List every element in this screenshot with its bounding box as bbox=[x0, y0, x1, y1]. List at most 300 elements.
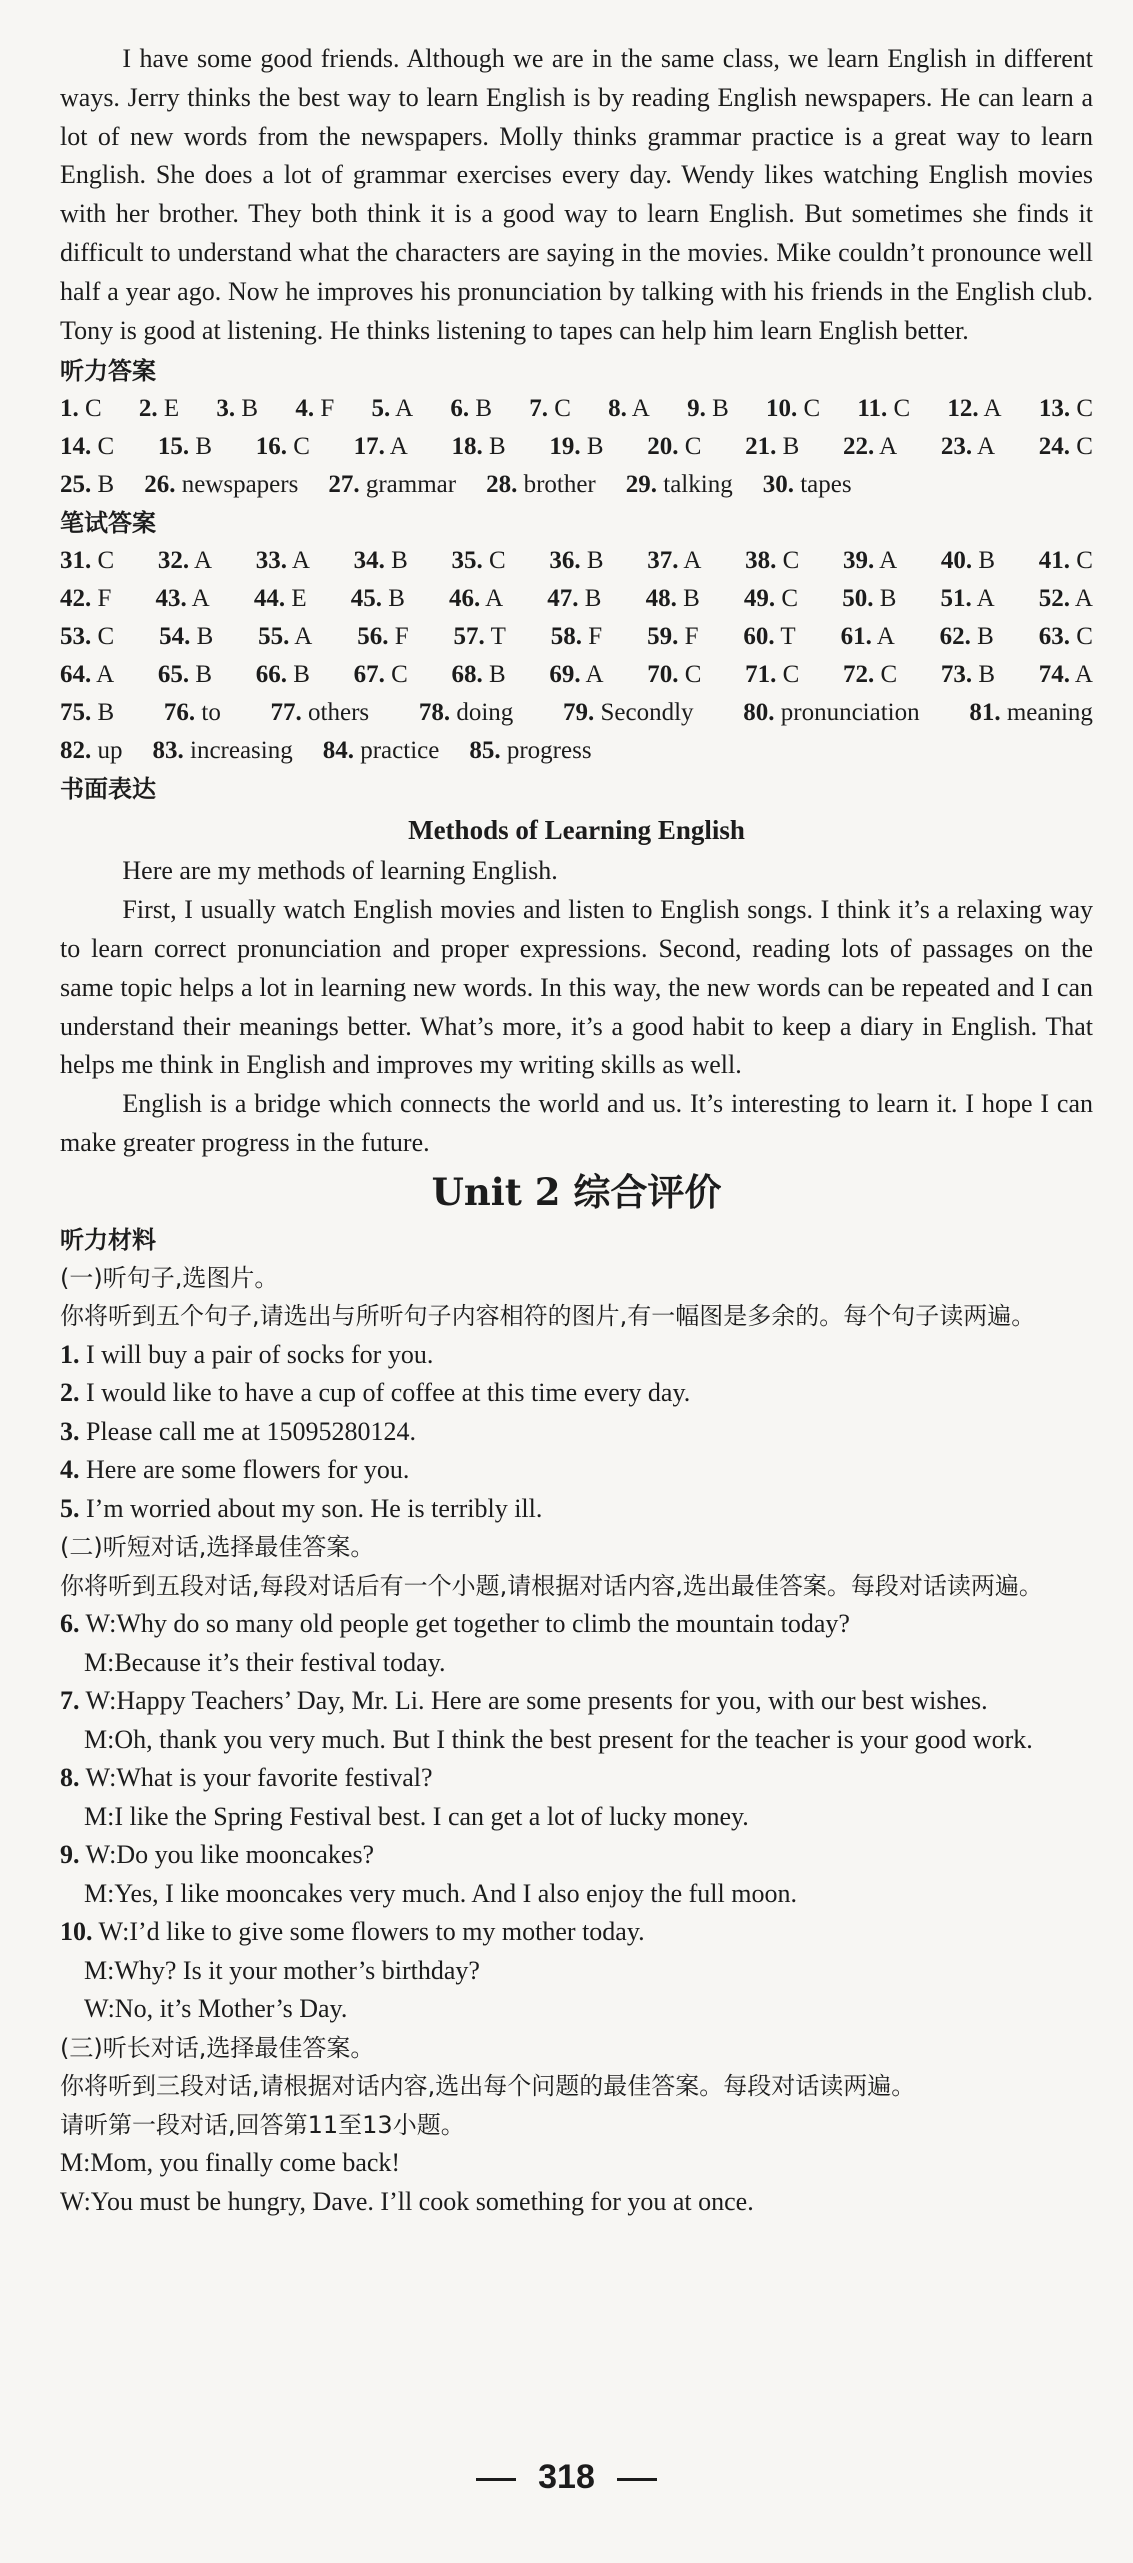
answer-number: 24. bbox=[1038, 433, 1070, 461]
answer-number: 44. bbox=[253, 585, 286, 613]
answer-number: 49. bbox=[743, 585, 776, 613]
answer-value: B bbox=[241, 395, 259, 423]
answer-number: 43. bbox=[155, 585, 187, 613]
answer-item bbox=[60, 542, 114, 580]
answer-number: 71. bbox=[745, 661, 777, 689]
answer-item bbox=[256, 656, 310, 694]
answer-value: A bbox=[294, 623, 313, 651]
answer-value: B bbox=[97, 471, 115, 499]
written-answers-heading: 笔试答案 bbox=[60, 509, 156, 538]
answer-value: A bbox=[683, 547, 702, 575]
answer-number: 12. bbox=[947, 395, 979, 423]
answer-item bbox=[529, 390, 571, 428]
answer-item bbox=[608, 390, 650, 428]
answer-value: C bbox=[782, 547, 800, 575]
sentence-text: Here are some flowers for you. bbox=[86, 1455, 410, 1485]
answer-value: to bbox=[201, 699, 221, 727]
answer-value: A bbox=[983, 395, 1002, 423]
answer-number: 36. bbox=[549, 547, 581, 575]
answer-number: 13. bbox=[1038, 395, 1071, 423]
part-title: (三)听长对话,选择最佳答案。 bbox=[60, 2033, 375, 2062]
answer-value: E bbox=[291, 585, 307, 613]
answer-value: A bbox=[879, 433, 898, 461]
dialogue-list bbox=[60, 1605, 1093, 2029]
answer-item bbox=[647, 428, 701, 466]
answer-item bbox=[452, 656, 506, 694]
answer-item bbox=[357, 618, 408, 656]
answer-number: 50. bbox=[842, 585, 874, 613]
answer-item bbox=[646, 580, 700, 618]
answer-number: 10. bbox=[765, 395, 798, 423]
dialogue-text: M:Yes, I like mooncakes very much. And I also enjoy the full moon. bbox=[84, 1878, 797, 1908]
answer-number: 23. bbox=[940, 433, 973, 461]
answer-item bbox=[563, 694, 694, 732]
answer-value: C bbox=[782, 661, 800, 689]
answer-value: B bbox=[293, 661, 310, 689]
answer-value: B bbox=[977, 623, 994, 651]
answer-value: grammar bbox=[365, 471, 457, 499]
answer-number: 76. bbox=[163, 699, 196, 727]
answer-number: 32. bbox=[157, 547, 190, 575]
answer-value: C bbox=[893, 395, 911, 423]
answer-item bbox=[941, 542, 995, 580]
answer-row bbox=[60, 390, 1093, 428]
answer-number: 5. bbox=[371, 395, 391, 423]
dialogue-text: M:Why? Is it your mother’s birthday? bbox=[84, 1955, 480, 1985]
answer-number: 3. bbox=[216, 395, 236, 423]
answer-item bbox=[941, 656, 995, 694]
answer-number: 54. bbox=[159, 623, 191, 651]
sentence-number: 5. bbox=[60, 1493, 80, 1523]
answer-item bbox=[256, 542, 310, 580]
answer-value: F bbox=[320, 395, 335, 423]
answer-item bbox=[254, 580, 307, 618]
answer-number: 35. bbox=[451, 547, 483, 575]
answer-value: others bbox=[308, 699, 370, 727]
answer-number: 45. bbox=[350, 585, 382, 613]
answer-item bbox=[940, 580, 994, 618]
page-number-value: 318 bbox=[538, 2458, 595, 2496]
dialogue-line bbox=[60, 1759, 1093, 1798]
answer-value: C bbox=[781, 585, 799, 613]
answer-number: 9. bbox=[687, 395, 706, 423]
answer-item bbox=[549, 542, 603, 580]
answer-number: 20. bbox=[647, 433, 679, 461]
answer-item bbox=[947, 390, 1001, 428]
answer-item bbox=[549, 656, 603, 694]
listening-material-heading: 听力材料 bbox=[60, 1225, 156, 1254]
answer-item bbox=[626, 466, 733, 504]
answer-number: 11. bbox=[857, 395, 888, 423]
answer-item bbox=[144, 466, 298, 504]
answer-value: C bbox=[1076, 433, 1093, 461]
answer-number: 53. bbox=[60, 623, 92, 651]
answer-value: A bbox=[977, 433, 996, 461]
answer-value: A bbox=[194, 547, 213, 575]
answer-item bbox=[60, 428, 114, 466]
answer-value: B bbox=[489, 433, 506, 461]
answer-number: 67. bbox=[353, 661, 385, 689]
answer-value: C bbox=[391, 661, 408, 689]
answer-item bbox=[547, 580, 601, 618]
answer-value: F bbox=[588, 623, 603, 651]
answer-number: 21. bbox=[745, 433, 777, 461]
answer-item bbox=[843, 428, 897, 466]
dialogue-line: M:Mom, you finally come back! bbox=[60, 2148, 401, 2178]
answer-value: A bbox=[879, 547, 898, 575]
answer-number: 70. bbox=[647, 661, 679, 689]
answer-value: increasing bbox=[190, 737, 293, 765]
answer-number: 42. bbox=[60, 585, 92, 613]
answer-number: 66. bbox=[255, 661, 287, 689]
dialogue-item bbox=[60, 1759, 1093, 1836]
dialogue-text: M:Because it’s their festival today. bbox=[84, 1647, 446, 1677]
answer-item bbox=[843, 656, 897, 694]
answer-item bbox=[743, 618, 795, 656]
answer-value: T bbox=[490, 623, 506, 651]
part-title: (一)听句子,选图片。 bbox=[60, 1263, 279, 1292]
answer-number: 81. bbox=[969, 699, 1001, 727]
answer-value: A bbox=[291, 547, 310, 575]
answer-value: B bbox=[879, 585, 897, 613]
answer-value: F bbox=[684, 623, 699, 651]
answer-row bbox=[60, 580, 1093, 618]
dialogue-item bbox=[60, 1605, 1093, 1682]
answer-value: B bbox=[586, 433, 604, 461]
answer-value: brother bbox=[523, 471, 596, 499]
answer-number: 18. bbox=[451, 433, 483, 461]
answer-number: 8. bbox=[608, 395, 627, 423]
part-instruction: 你将听到五个句子,请选出与所听句子内容相符的图片,有一幅图是多余的。每个句子读两遍。 bbox=[60, 1302, 1036, 1331]
answer-value: B bbox=[195, 661, 213, 689]
answer-value: B bbox=[196, 623, 214, 651]
answer-item bbox=[745, 656, 799, 694]
essay-paragraph: Here are my methods of learning English. bbox=[122, 856, 558, 886]
answer-number: 57. bbox=[453, 623, 485, 651]
part-sub-instruction: 请听第一段对话,回答第11至13小题。 bbox=[60, 2110, 465, 2139]
answer-value: C bbox=[1076, 395, 1093, 423]
answer-row bbox=[60, 694, 1093, 732]
dialogue-line bbox=[60, 1798, 1093, 1837]
answer-item bbox=[256, 428, 310, 466]
answer-item bbox=[452, 542, 506, 580]
answer-number: 38. bbox=[745, 547, 777, 575]
answer-item bbox=[745, 542, 799, 580]
answer-value: C bbox=[880, 661, 898, 689]
answer-row bbox=[60, 466, 1093, 504]
answer-value: C bbox=[293, 433, 310, 461]
answer-item bbox=[486, 466, 596, 504]
sentence-text: Please call me at 15095280124. bbox=[86, 1416, 416, 1446]
answer-number: 64. bbox=[60, 661, 92, 689]
answer-number: 29. bbox=[625, 471, 658, 499]
answer-row bbox=[60, 656, 1093, 694]
dialogue-number: 6. bbox=[60, 1609, 80, 1639]
answer-item bbox=[1039, 618, 1093, 656]
page-number bbox=[0, 2458, 1133, 2497]
answer-item bbox=[647, 656, 701, 694]
unit-title: Unit 2 综合评价 bbox=[431, 1169, 722, 1214]
answer-number: 51. bbox=[940, 585, 972, 613]
answer-item bbox=[328, 466, 456, 504]
sentence-item bbox=[60, 1413, 1093, 1452]
answer-item bbox=[469, 732, 591, 770]
answer-number: 69. bbox=[549, 661, 581, 689]
dialogue-number: 10. bbox=[60, 1917, 93, 1947]
answer-number: 27. bbox=[328, 471, 360, 499]
answer-value: C bbox=[97, 433, 115, 461]
answer-number: 85. bbox=[469, 737, 501, 765]
answer-item bbox=[744, 580, 798, 618]
answer-row bbox=[60, 732, 1093, 770]
answer-item bbox=[60, 656, 114, 694]
dialogue-line bbox=[60, 1644, 1093, 1683]
sentence-item bbox=[60, 1451, 1093, 1490]
answer-number: 19. bbox=[549, 433, 581, 461]
answer-number: 14. bbox=[60, 433, 92, 461]
answer-number: 56. bbox=[357, 623, 389, 651]
sentence-number: 1. bbox=[60, 1339, 80, 1369]
answer-value: practice bbox=[360, 737, 440, 765]
answer-number: 58. bbox=[550, 623, 583, 651]
answer-item bbox=[687, 390, 729, 428]
answer-item bbox=[216, 390, 258, 428]
answer-number: 41. bbox=[1038, 547, 1070, 575]
answer-item bbox=[1039, 428, 1093, 466]
answer-value: C bbox=[803, 395, 821, 423]
answer-value: tapes bbox=[800, 471, 852, 499]
answer-item bbox=[371, 390, 413, 428]
answer-item bbox=[60, 390, 102, 428]
answer-number: 62. bbox=[939, 623, 971, 651]
answer-value: C bbox=[97, 547, 115, 575]
answer-item bbox=[941, 428, 995, 466]
answer-item bbox=[354, 428, 408, 466]
answer-item bbox=[1039, 542, 1093, 580]
answer-item bbox=[843, 542, 897, 580]
answer-number: 72. bbox=[843, 661, 875, 689]
answer-value: pronunciation bbox=[780, 699, 920, 727]
answer-item bbox=[153, 732, 293, 770]
dialogue-text: M:Oh, thank you very much. But I think the best present for the teacher is your good work. bbox=[84, 1724, 1033, 1754]
answer-item bbox=[842, 580, 896, 618]
answer-item bbox=[158, 542, 212, 580]
answer-value: A bbox=[96, 661, 115, 689]
answer-number: 22. bbox=[843, 433, 875, 461]
answer-number: 79. bbox=[563, 699, 595, 727]
dialogue-text: W:No, it’s Mother’s Day. bbox=[84, 1994, 348, 2024]
essay-paragraph: English is a bridge which connects the world and us. It’s interesting to learn it. I hope I can make greater progress in the future. bbox=[60, 1089, 1093, 1157]
answer-value: F bbox=[394, 623, 409, 651]
sentence-number: 3. bbox=[60, 1416, 80, 1446]
dialogue-number: 8. bbox=[60, 1763, 80, 1793]
answer-item bbox=[158, 428, 212, 466]
answer-number: 2. bbox=[138, 395, 158, 423]
answer-number: 52. bbox=[1038, 585, 1071, 613]
answer-number: 7. bbox=[529, 395, 548, 423]
answer-item bbox=[60, 732, 123, 770]
answer-value: C bbox=[489, 547, 506, 575]
answer-item bbox=[743, 694, 919, 732]
answer-value: B bbox=[683, 585, 700, 613]
answer-number: 74. bbox=[1038, 661, 1070, 689]
sentence-text: I would like to have a cup of coffee at this time every day. bbox=[86, 1378, 691, 1408]
answer-number: 59. bbox=[647, 623, 679, 651]
answer-number: 28. bbox=[486, 471, 518, 499]
answer-value: C bbox=[1076, 623, 1093, 651]
answer-value: progress bbox=[506, 737, 592, 765]
answer-value: B bbox=[388, 585, 405, 613]
dialogue-item bbox=[60, 1682, 1093, 1759]
answer-number: 65. bbox=[157, 661, 190, 689]
intro-paragraph: I have some good friends. Although we are in the same class, we learn English in different ways. Jerry thinks the best way to learn English is by reading English newspapers. He can learn a lot of new words from the newspapers. Molly thinks grammar practice is a great way to learn English. She does a lot of grammar exercises every day. Wendy likes watching English movies with her brother. They both think it is a good way to learn English. But sometimes she finds it difficult to understand what the characters are saying in the movies. Mike couldn’t pronounce well half a year ago. Now he improves his pronunciation by talking with his friends in the English club. Tony is good at listening. He thinks listening to tapes can help him learn English better. bbox=[60, 44, 1093, 345]
dialogue-line bbox=[60, 1875, 1093, 1914]
listening-answers bbox=[60, 390, 1093, 504]
sentence-text: I will buy a pair of socks for you. bbox=[86, 1339, 434, 1369]
answer-value: meaning bbox=[1006, 699, 1093, 727]
answer-number: 75. bbox=[60, 699, 92, 727]
essay-title: Methods of Learning English bbox=[408, 815, 745, 846]
answer-value: up bbox=[97, 737, 123, 765]
answer-item bbox=[60, 618, 114, 656]
sentence-item bbox=[60, 1336, 1093, 1375]
answer-value: doing bbox=[456, 699, 514, 727]
answer-value: A bbox=[191, 585, 210, 613]
sentence-number: 4. bbox=[60, 1455, 80, 1485]
answer-value: B bbox=[584, 585, 602, 613]
answer-row bbox=[60, 428, 1093, 466]
answer-item bbox=[158, 656, 212, 694]
answer-item bbox=[1039, 390, 1093, 428]
answer-value: A bbox=[876, 623, 895, 651]
answer-item bbox=[647, 542, 701, 580]
answer-item bbox=[745, 428, 799, 466]
answer-value: A bbox=[1074, 585, 1093, 613]
answer-item bbox=[295, 390, 334, 428]
answer-item bbox=[452, 428, 506, 466]
dialogue-line bbox=[60, 1682, 1093, 1721]
answer-value: B bbox=[586, 547, 604, 575]
answer-number: 83. bbox=[152, 737, 184, 765]
sentence-number: 2. bbox=[60, 1378, 80, 1408]
dash-left bbox=[476, 2478, 516, 2481]
dialogue-line bbox=[60, 1836, 1093, 1875]
answer-number: 30. bbox=[762, 471, 794, 499]
answer-item bbox=[763, 466, 852, 504]
answer-value: T bbox=[780, 623, 796, 651]
answer-value: A bbox=[631, 395, 650, 423]
answer-number: 40. bbox=[940, 547, 973, 575]
answer-value: talking bbox=[663, 471, 733, 499]
dialogue-text: W:Why do so many old people get together to climb the mountain today? bbox=[85, 1609, 850, 1639]
answer-item bbox=[1039, 656, 1093, 694]
answer-item bbox=[351, 580, 405, 618]
answer-value: B bbox=[489, 661, 506, 689]
answer-number: 26. bbox=[144, 471, 176, 499]
sentence-list bbox=[60, 1336, 1093, 1529]
writing-heading: 书面表达 bbox=[60, 775, 156, 804]
answer-item bbox=[969, 694, 1093, 732]
answer-value: B bbox=[978, 661, 996, 689]
dialogue-item bbox=[60, 1913, 1093, 2029]
answer-value: B bbox=[97, 699, 115, 727]
answer-item bbox=[549, 428, 603, 466]
dialogue-number: 7. bbox=[60, 1686, 80, 1716]
answer-number: 4. bbox=[295, 395, 315, 423]
answer-number: 48. bbox=[645, 585, 677, 613]
answer-item bbox=[156, 580, 210, 618]
answer-value: B bbox=[978, 547, 996, 575]
dialogue-number: 9. bbox=[60, 1840, 80, 1870]
answer-value: A bbox=[585, 661, 604, 689]
answer-item bbox=[841, 618, 895, 656]
answer-item bbox=[271, 694, 370, 732]
answer-number: 39. bbox=[843, 547, 875, 575]
answer-item bbox=[551, 618, 602, 656]
answer-item bbox=[164, 694, 221, 732]
answer-item bbox=[1039, 580, 1093, 618]
answer-item bbox=[647, 618, 698, 656]
answer-item bbox=[60, 580, 111, 618]
answer-item bbox=[60, 466, 114, 504]
answer-value: B bbox=[195, 433, 213, 461]
answer-value: B bbox=[782, 433, 800, 461]
dialogue-item bbox=[60, 1836, 1093, 1913]
answer-number: 68. bbox=[451, 661, 483, 689]
dialogue-text: M:I like the Spring Festival best. I can get a lot of lucky money. bbox=[84, 1801, 749, 1831]
answer-item bbox=[159, 618, 213, 656]
dialogue-line: W:You must be hungry, Dave. I’ll cook something for you at once. bbox=[60, 2186, 754, 2216]
answer-value: A bbox=[485, 585, 504, 613]
answer-number: 77. bbox=[270, 699, 302, 727]
dialogue-text: W:I’d like to give some flowers to my mother today. bbox=[98, 1917, 645, 1947]
answer-number: 16. bbox=[255, 433, 287, 461]
essay-paragraph: First, I usually watch English movies and listen to English songs. I think it’s a relaxing way to learn correct pronunciation and proper expressions. Second, reading lots of passages on the same topic helps a lot in learning new words. In this way, the new words can be repeated and I can understand their meanings better. What’s more, it’s a good habit to keep a diary in English. That helps me think in English and improves my writing skills as well. bbox=[60, 895, 1093, 1080]
answer-value: B bbox=[712, 395, 729, 423]
answer-value: C bbox=[85, 395, 102, 423]
answer-item bbox=[354, 542, 408, 580]
answer-number: 80. bbox=[743, 699, 775, 727]
dialogue-line bbox=[60, 1913, 1093, 1952]
answer-number: 34. bbox=[353, 547, 385, 575]
answer-value: E bbox=[163, 395, 180, 423]
answer-value: A bbox=[1074, 661, 1093, 689]
dialogue-text: W:Happy Teachers’ Day, Mr. Li. Here are some presents for you, with our best wishes. bbox=[85, 1686, 988, 1716]
answer-value: newspapers bbox=[181, 471, 299, 499]
answer-value: A bbox=[976, 585, 995, 613]
answer-item bbox=[450, 390, 492, 428]
answer-number: 15. bbox=[157, 433, 190, 461]
answer-value: B bbox=[391, 547, 408, 575]
answer-item bbox=[419, 694, 513, 732]
answer-number: 82. bbox=[60, 737, 92, 765]
answer-number: 17. bbox=[353, 433, 385, 461]
answer-number: 47. bbox=[547, 585, 579, 613]
dialogue-line bbox=[60, 1605, 1093, 1644]
answer-row bbox=[60, 618, 1093, 656]
answer-value: Secondly bbox=[600, 699, 694, 727]
answer-item bbox=[766, 390, 820, 428]
answer-item bbox=[258, 618, 312, 656]
answer-number: 73. bbox=[940, 661, 973, 689]
answer-number: 61. bbox=[840, 623, 872, 651]
answer-number: 63. bbox=[1038, 623, 1070, 651]
answer-item bbox=[139, 390, 179, 428]
part-instruction: 你将听到五段对话,每段对话后有一个小题,请根据对话内容,选出最佳答案。每段对话读两遍。 bbox=[60, 1571, 1043, 1600]
answer-number: 46. bbox=[449, 585, 481, 613]
answer-number: 78. bbox=[418, 699, 451, 727]
dialogue-text: W:What is your favorite festival? bbox=[85, 1763, 433, 1793]
